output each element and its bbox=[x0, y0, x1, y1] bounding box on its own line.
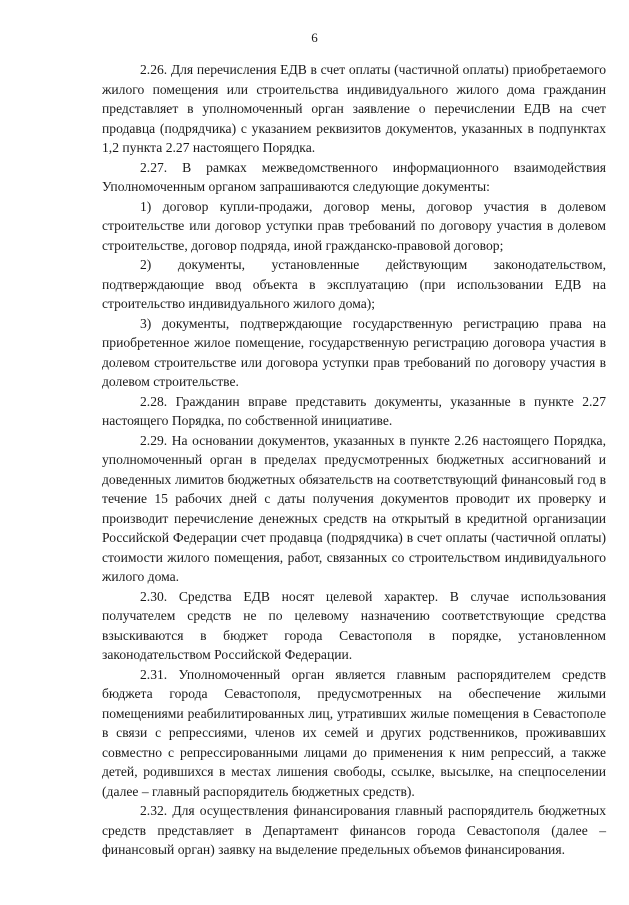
list-item-2: 2) документы, установленные действующим законодательством, подтверждающие ввод объекта в эксплуатацию (при использовании ЕДВ на строительство индивидуального жилого дома); bbox=[102, 257, 606, 311]
list-item-1: 1) договор купли-продажи, договор мены, договор участия в долевом строительстве или договор уступки прав требований по договору участия в долевом строительстве, договор подряда, иной гражданско-правовой договор; bbox=[102, 198, 606, 253]
paragraph-2-30: 2.30. Средства ЕДВ носят целевой характер. В случае использования получателем средств не по целевому назначению соответствующие средства взыскиваются в бюджет города Севастополя в порядке, установленном законодательством Российской Федерации. bbox=[102, 588, 606, 662]
paragraph-2-29: 2.29. На основании документов, указанных в пункте 2.26 настоящего Порядка, уполномоченный орган в пределах предусмотренных бюджетных ассигнований и доведенных лимитов бюджетных обязательств на соответствующий финансовый год в течение 15 рабочих дней с даты получения документов проводит их проверку и производит перечисление денежных средств на открытый в кредитной организации Российской Федерации счет продавца (подрядчика) в счет оплаты (частичной оплаты) стоимости жилого помещения, работ, связанных со строительством индивидуального жилого дома. bbox=[102, 432, 606, 584]
page-number: 6 bbox=[311, 30, 318, 45]
paragraph-2-31: 2.31. Уполномоченный орган является главным распорядителем средств бюджета города Севастополя, предусмотренных на обеспечение жилыми помещениями реабилитированных лиц, утративших жилые помещения в Севастополе в связи с репрессиями, членов их семей и других родственников, проживавших совместно с репрессированными лицами до применения к ним репрессий, а также детей, родившихся в местах лишения свободы, ссылке, высылке, на спецпоселении (далее – главный распорядитель бюджетных средств). bbox=[102, 666, 606, 799]
paragraph-2-28: 2.28. Гражданин вправе представить документы, указанные в пункте 2.27 настоящего Порядка, по собственной инициативе. bbox=[102, 393, 606, 428]
paragraph-2-27: 2.27. В рамках межведомственного информационного взаимодействия Уполномоченным органом запрашиваются следующие документы: bbox=[102, 159, 606, 194]
list-item-3: 3) документы, подтверждающие государственную регистрацию права на приобретенное жилое помещение, государственную регистрацию договора участия в долевом строительстве или договора уступки прав требований по договору участия в долевом строительстве. bbox=[102, 315, 606, 389]
paragraph-2-32: 2.32. Для осуществления финансирования главный распорядитель бюджетных средств представляет в Департамент финансов города Севастополя (далее – финансовый орган) заявку на выделение предельных объемов финансирования. bbox=[102, 803, 606, 857]
paragraph-2-26: 2.26. Для перечисления ЕДВ в счет оплаты (частичной оплаты) приобретаемого жилого помещения или строительства индивидуального жилого дома гражданин представляет в уполномоченный орган заявление о перечислении ЕДВ на счет продавца (подрядчика) с указанием реквизитов документов, указанных в подпунктах 1,2 пункта 2.27 настоящего Порядка. bbox=[102, 62, 606, 155]
document-body bbox=[102, 60, 606, 860]
